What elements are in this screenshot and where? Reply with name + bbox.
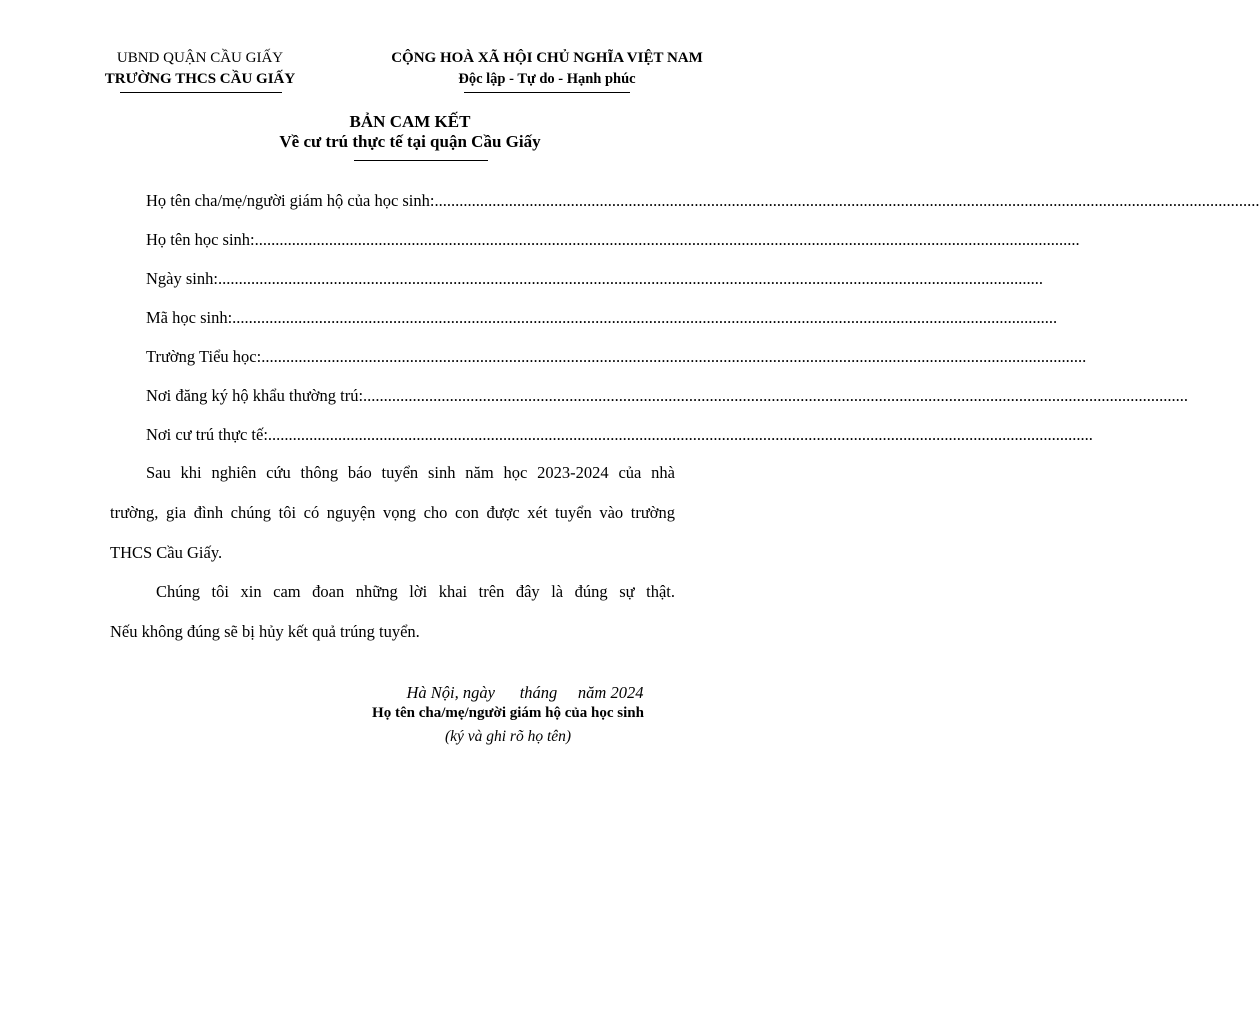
issuing-authority: UBND QUẬN CẦU GIẤY bbox=[116, 50, 284, 66]
fill-line: ........................................................................................................................................................................................................ bbox=[254, 230, 1080, 249]
field-student-code[interactable] bbox=[146, 307, 1058, 329]
field-label: Họ tên học sinh: bbox=[146, 230, 255, 249]
fill-line: ........................................................................................................................................................................................................ bbox=[261, 347, 1087, 366]
field-student-name[interactable] bbox=[146, 229, 1080, 251]
fill-line: ........................................................................................................................................................................................................ bbox=[434, 191, 1259, 210]
field-parent-name[interactable] bbox=[146, 190, 1259, 212]
document-subtitle: Về cư trú thực tế tại quận Cầu Giấy bbox=[279, 132, 541, 151]
signer-title: Họ tên cha/mẹ/người giám hộ của học sinh bbox=[372, 705, 644, 721]
field-label: Ngày sinh: bbox=[146, 269, 218, 288]
signature-note: (ký và ghi rõ họ tên) bbox=[444, 728, 572, 745]
title-underline bbox=[354, 160, 488, 161]
document-title: BẢN CAM KẾT bbox=[349, 112, 471, 131]
field-label: Trường Tiểu học: bbox=[146, 347, 262, 366]
statement-line: Sau khi nghiên cứu thông báo tuyển sinh năm học 2023-2024 của nhà bbox=[146, 463, 675, 482]
commitment-paragraph bbox=[110, 572, 675, 652]
national-title: CỘNG HOÀ XÃ HỘI CHỦ NGHĨA VIỆT NAM bbox=[391, 50, 703, 66]
fill-line: ........................................................................................................................................................................................................ bbox=[232, 308, 1058, 327]
field-label: Nơi đăng ký hộ khẩu thường trú: bbox=[146, 386, 364, 405]
statement-line: trường, gia đình chúng tôi có nguyện vọng cho con được xét tuyển vào trường bbox=[110, 503, 675, 522]
field-primary-school[interactable] bbox=[146, 346, 1087, 368]
national-motto: Độc lập - Tự do - Hạnh phúc bbox=[458, 71, 636, 87]
commitment-line: Nếu không đúng sẽ bị hủy kết quả trúng tuyển. bbox=[110, 622, 420, 641]
field-label: Nơi cư trú thực tế: bbox=[146, 425, 268, 444]
date-line: Hà Nội, ngày tháng năm 2024 bbox=[406, 683, 644, 702]
header-right-underline bbox=[464, 92, 630, 93]
field-registered-address[interactable] bbox=[146, 385, 1189, 407]
statement-line: THCS Cầu Giấy. bbox=[110, 543, 223, 562]
field-birth-date[interactable] bbox=[146, 268, 1043, 290]
field-label: Mã học sinh: bbox=[146, 308, 233, 327]
school-name: TRƯỜNG THCS CẦU GIẤY bbox=[104, 71, 296, 87]
fill-line: ........................................................................................................................................................................................................ bbox=[217, 269, 1043, 288]
statement-paragraph bbox=[110, 453, 675, 573]
fill-line: ........................................................................................................................................................................................................ bbox=[363, 386, 1189, 405]
fill-line: ........................................................................................................................................................................................................ bbox=[267, 425, 1093, 444]
field-actual-residence[interactable] bbox=[146, 424, 1093, 446]
header-left-underline bbox=[120, 92, 282, 93]
commitment-line: Chúng tôi xin cam đoan những lời khai trên đây là đúng sự thật. bbox=[156, 582, 675, 601]
field-label: Họ tên cha/mẹ/người giám hộ của học sinh: bbox=[146, 191, 435, 210]
